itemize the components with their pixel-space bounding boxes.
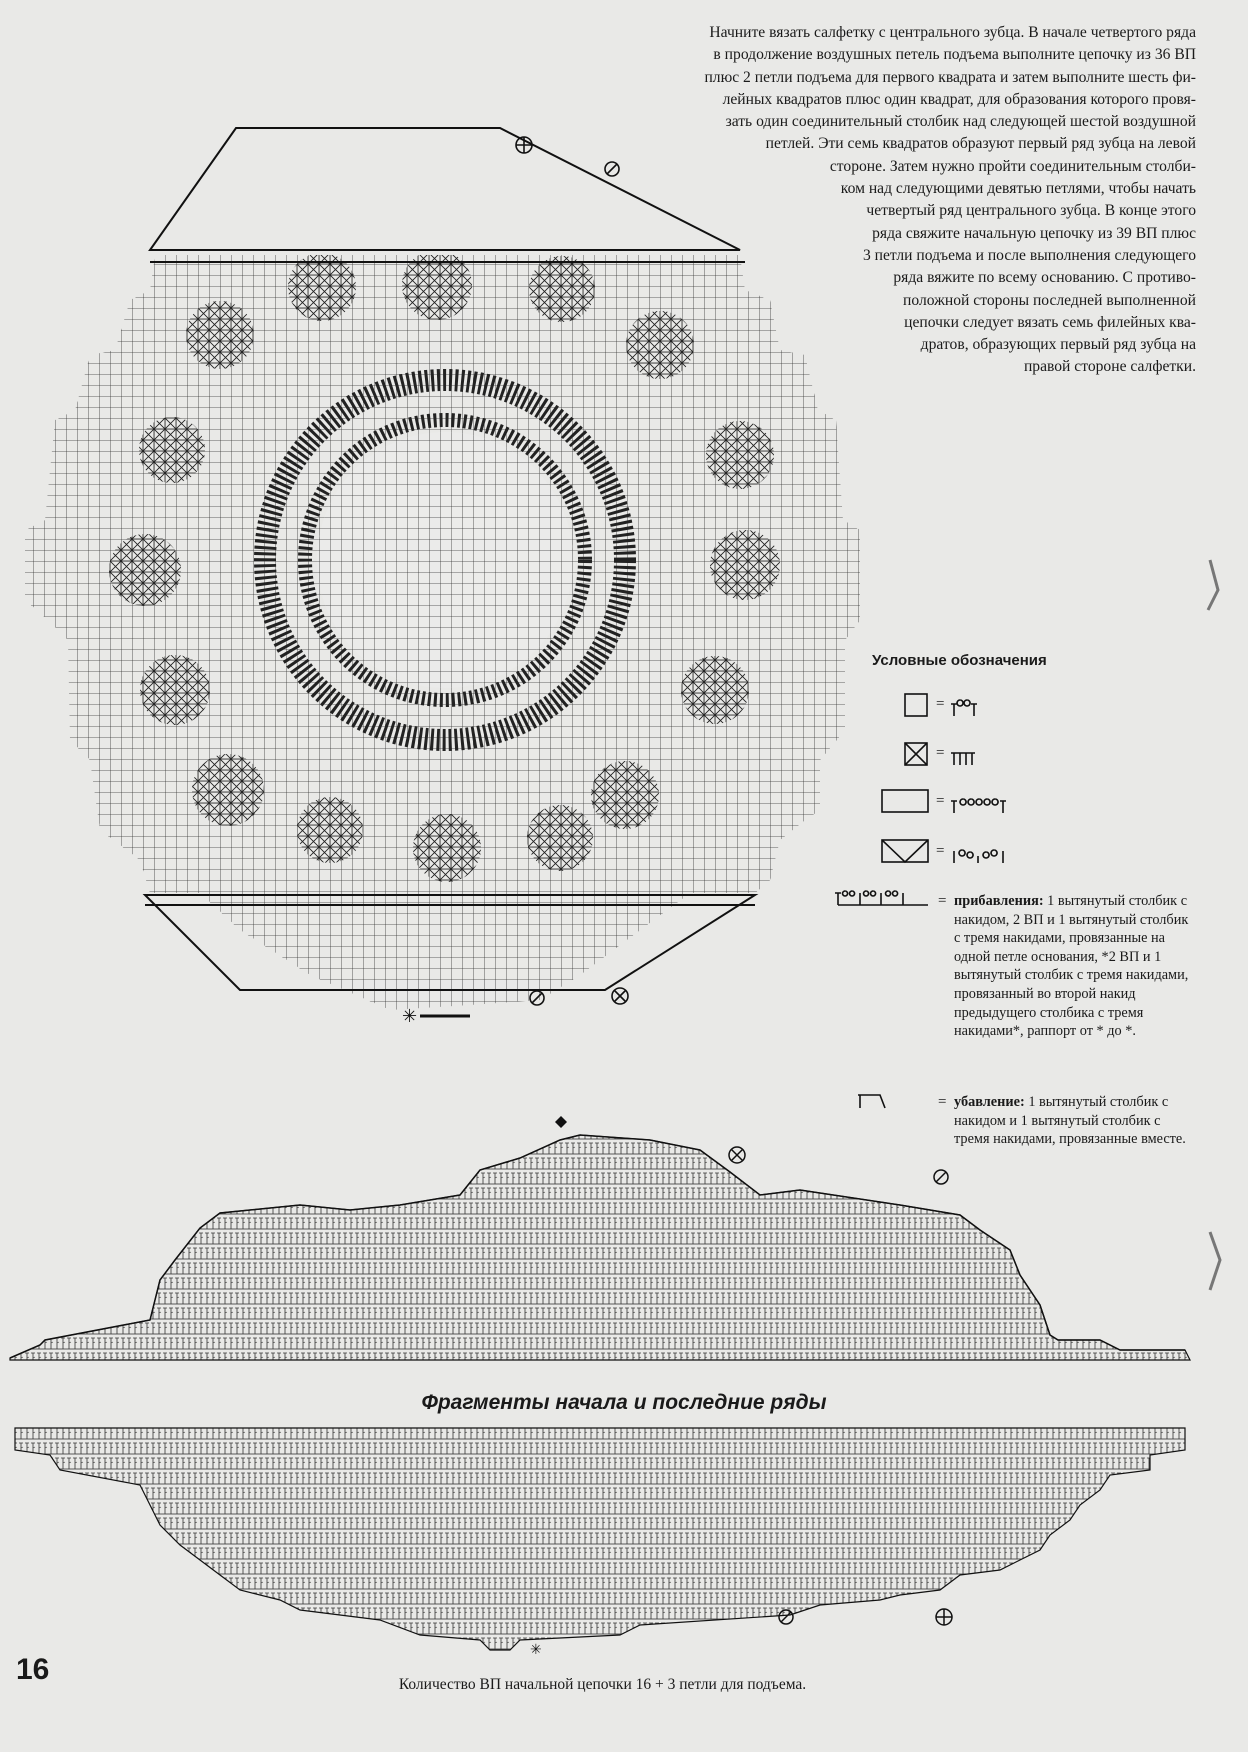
circle-cross-marker-icon — [779, 1609, 952, 1625]
legend-equals: = — [936, 793, 945, 809]
instructions-line: петлей. Эти семь квадратов образуют первый ряд зубца на левой — [765, 135, 1196, 153]
instructions-line: ряда вяжите по всему основанию. С противо- — [893, 269, 1196, 287]
wide-square-symbol — [882, 790, 928, 812]
legend-equals: = — [936, 843, 945, 859]
instructions-line: плюс 2 петли подъема для первого квадрата и затем выполните шесть фи- — [704, 68, 1196, 86]
instructions-line: зать один соединительный столбик над следующей шестой воздушной — [725, 113, 1196, 131]
decrease-text: 1 вытянутый столбик с накидом и 1 вытянутый столбик с тремя накидами, провязанные вместе. — [954, 1094, 1186, 1148]
instructions-line: четвертый ряд центрального зубца. В конце этого — [866, 202, 1196, 220]
instructions-line: положной стороны последней выполненной — [903, 291, 1196, 309]
start-marker-icon — [402, 1006, 470, 1027]
fragment-chart-top — [10, 1116, 1190, 1360]
instructions-line: цепочки следует вязать семь филейных ква- — [904, 313, 1196, 331]
increase-term: прибавления: — [954, 893, 1044, 909]
legend-title: Условные обозначения — [872, 652, 1047, 669]
increase-text: 1 вытянутый столбик с накидом, 2 ВП и 1 вытянутый столбик с тремя накидами, провязанные на одной петле основания, *2 ВП и 1 вытянутый столбик с тремя накидами, провязанный во второй накид предыдущего столбика с тремя накидами*, раппорт от * до *. — [954, 893, 1189, 1040]
vshape-square-symbol — [882, 840, 928, 862]
diamond-marker-icon — [555, 1116, 567, 1128]
instructions-line: правой стороне салфетки. — [1023, 358, 1196, 376]
chain-caption: Количество ВП начальной цепочки 16 + 3 петли для подъема. — [398, 1676, 807, 1693]
instructions-line: лейных квадратов плюс один квадрат, для образования которого провя- — [722, 90, 1196, 108]
instructions-line: стороне. Затем нужно пройти соединительным столби- — [829, 157, 1196, 175]
instructions-line: 3 петли подъема и после выполнения следующего — [862, 246, 1196, 264]
instructions-line: ком над следующими девятью петлями, чтобы начать — [840, 180, 1196, 198]
instructions-line: ряда свяжите начальную цепочку из 39 ВП плюс — [872, 224, 1196, 242]
staple — [1208, 560, 1218, 610]
legend-equals: = — [936, 696, 945, 712]
circle-cross-marker-icon — [729, 1147, 948, 1184]
start-marker-icon: ✳ — [530, 1642, 542, 1658]
page-number: 16 — [16, 1653, 50, 1686]
legend-equals: = — [936, 745, 945, 761]
legend-equals: = — [938, 1094, 947, 1110]
decrease-term: убавление: — [954, 1094, 1025, 1110]
instructions-line: дратов, образующих первый ряд зубца на — [920, 336, 1196, 354]
svg-text:✳: ✳ — [402, 1006, 418, 1027]
fragment-chart-bottom — [15, 1428, 1185, 1658]
empty-square-symbol — [905, 694, 927, 716]
fragments-title: Фрагменты начала и последние ряды — [421, 1391, 827, 1414]
instructions-line: Начните вязать салфетку с центрального зубца. В начале четвертого ряда — [709, 24, 1196, 41]
legend-equals: = — [938, 893, 947, 909]
increase-description — [954, 892, 1194, 1041]
staple — [1210, 1232, 1220, 1290]
instructions-line: в продолжение воздушных петель подъема выполните цепочку из 36 ВП — [713, 46, 1196, 64]
decrease-description — [954, 1093, 1194, 1149]
instructions-text — [560, 22, 1196, 379]
